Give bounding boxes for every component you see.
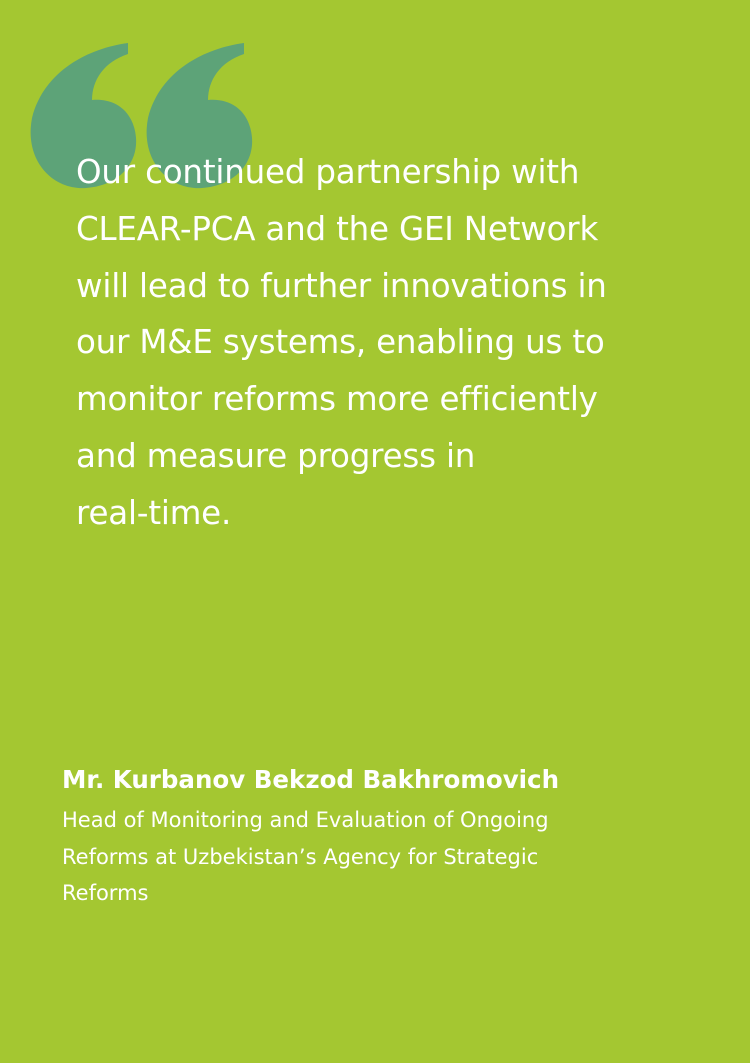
- quote-line: Our continued partnership with: [76, 153, 580, 191]
- author-title-line: Reforms at Uzbekistan’s Agency for Strategic: [62, 844, 539, 869]
- quote-line: will lead to further innovations in: [76, 266, 607, 305]
- quote-line: and measure progress in: [76, 436, 476, 475]
- author-title: [62, 802, 702, 912]
- attribution: [62, 762, 702, 912]
- author-title-line: Head of Monitoring and Evaluation of Ongoing: [62, 808, 549, 832]
- quote-line: our M&E systems, enabling us to: [76, 323, 605, 362]
- quote-text: [76, 144, 716, 542]
- author-title-line: Reforms: [62, 881, 149, 905]
- quote-line: CLEAR-PCA and the GEI Network: [76, 209, 599, 248]
- author-name: Mr. Kurbanov Bekzod Bakhromovich: [62, 765, 560, 794]
- quote-line: monitor reforms more efficiently: [76, 380, 598, 419]
- quote-line: real-time.: [76, 493, 232, 532]
